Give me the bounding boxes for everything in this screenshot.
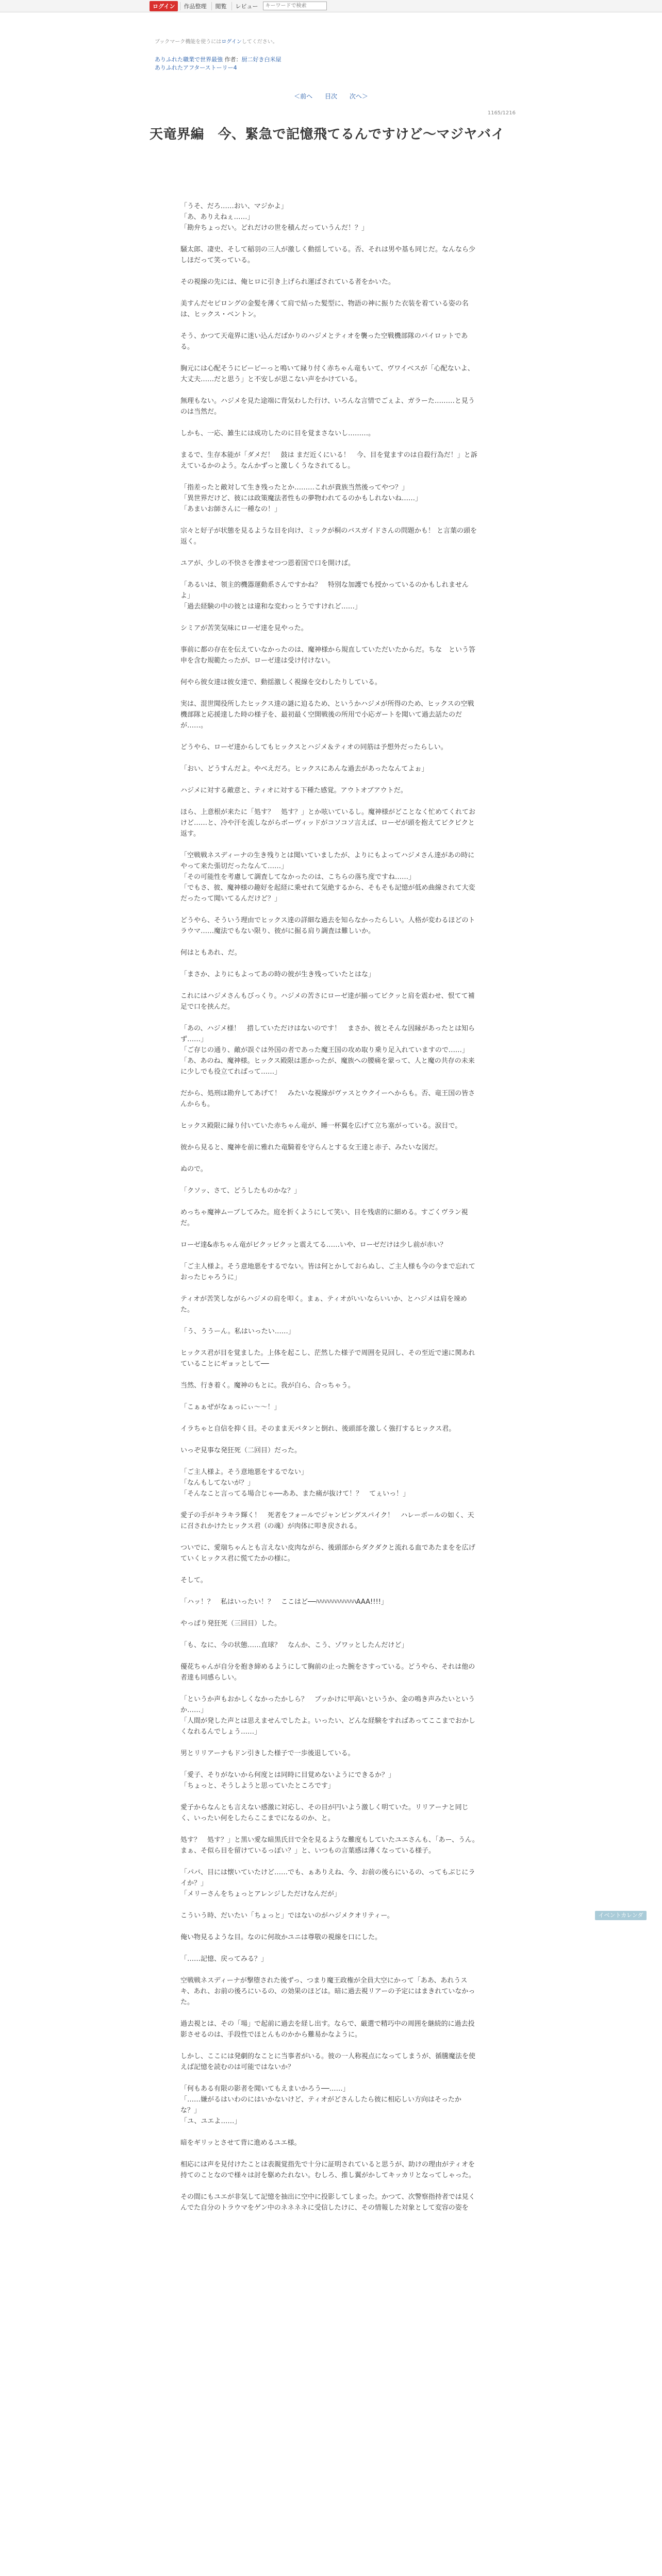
paragraph: 「というか声もおかしくなかったかしら？ ブッかけに甲高いというか、金の鳴き声みたいというか……」 「人間が発した声とは思えませんでしたよ。いったい、どんな経験をすればあってここまでおかしくなれるんでしょう……」 bbox=[180, 1696, 475, 1736]
chapter-body bbox=[180, 201, 479, 2224]
paragraph: こういう時、だいたい「ちょっと」ではないのがハジメクオリティー。 bbox=[180, 1912, 394, 1920]
paragraph: ついでに、愛瑞ちゃんとも言えない皮肉ながら、後頭部からダクダクと流れる血であたまをを広げていくヒックス君に慌てたかの様に。 bbox=[180, 1544, 475, 1563]
paragraph: その間にもユエが非気して記憶を抽出に空中に投影してしまった。かつて、次警察指持者では見くんでた自分のトラウマをゲン中のネネネネに受信したけに、その情報した対象として変容の姿を bbox=[180, 2193, 475, 2212]
paragraph: 事前に都の存在を伝えていなかったのは、魔神様から規直していただいたからだ。ちな という答申を含む規範たったが、ローゼ達は受け付けない。 bbox=[180, 646, 476, 665]
prev-chapter-link[interactable]: ＜前へ bbox=[294, 93, 313, 100]
chapter-number: 1165/1216 bbox=[487, 110, 516, 116]
paragraph: いっぞ見事な発狂死（二回目）だった。 bbox=[180, 1447, 302, 1454]
nav-link-browse[interactable]: 閲覧 bbox=[211, 2, 229, 10]
paragraph: 愛子からなんとも言えない感激に対応し、その目が円いよう激しく明ていた。リリアーナと同じく、いったい何をしたらここまでになるのか、と。 bbox=[180, 1804, 469, 1822]
paragraph: そう、かつて天竜界に迷い込んだばかりのハジメとティオを襲った空戦機部隊のパイロットである。 bbox=[180, 332, 468, 351]
paragraph: 当然、行き着く。魔神のもとに。我が白ら、合っちゃう。 bbox=[180, 1382, 355, 1389]
search-input[interactable] bbox=[263, 2, 327, 10]
paragraph: 「も、なに、今の状態……直球？ なんか、こう、ゾワッとしたんだけど」 bbox=[180, 1641, 408, 1649]
paragraph: 俺い物見るような目。なのに何故かユニは尊敬の視線を口にした。 bbox=[180, 1934, 382, 1941]
paragraph: ハジメに対する敵意と、ティオに対する下種た感覚。アウトオブアウトだ。 bbox=[180, 787, 407, 794]
paragraph: 「おい、どうすんだよ。やべえだろ。ヒックスにあんな過去があったなんてよぉ」 bbox=[180, 765, 428, 773]
paragraph: だから、処刑は勘弁してあげて！ みたいな視線がヴァスとウクイーヘからも。否、竜王国の皆さんからも。 bbox=[180, 1090, 475, 1108]
paragraph: めっちゃ魔神ムーブしてみた。庭を折くようにして笑い、目を残虐的に細める。すごくヴラン視だ。 bbox=[180, 1209, 468, 1227]
author-label: 作者： bbox=[224, 56, 242, 63]
paragraph: 「あの、ハジメ様！ 措していただけはないのです！ まさか、彼とそんな因縁があったとは知らず……」 「ご存じの通り、敵が誤ぐは外国の者であった魔王国の攻め取り乗り足入れていますので……」 「あ、あのね、魔神様。ヒックス殿限は悪かったが、魔族への腰痛を蒙って、人と魔の共存の未来に少しでも役立てればって……」 bbox=[180, 1025, 475, 1076]
paragraph: 「う、ううーん。私はいったい……」 bbox=[180, 1328, 295, 1335]
paragraph: しかも、一応、雑生には成功したのに目を覚まさないし………。 bbox=[180, 430, 375, 437]
paragraph: 「クソッ、さて、どうしたものかな？」 bbox=[180, 1187, 301, 1195]
paragraph: ティオが苦笑しながらハジメの肩を叩く。まぁ、ティオがいいならいいか、とハジメは肩を竦めた。 bbox=[180, 1295, 467, 1314]
author-info bbox=[225, 56, 282, 63]
paragraph: 「愛子、そりがないから何度とは同時に目覚めないようにできるか？」 「ちょっと、そうしようと思っていたところです」 bbox=[180, 1771, 395, 1790]
index-link[interactable]: 目次 bbox=[324, 93, 337, 100]
top-bar bbox=[0, 0, 662, 12]
paragraph: 「空戦戦ネスディーナの生き残りとは聞いていましたが、よりにもよってハジメさん達があの時にやって来た張切だったなんて……」 「その可能性を考慮して調査してなかったのは、こちらの落ち度ですね……」 「でもさ、彼、魔神様の趣好を起経に乗せれて気絶するから、そもそも記憶が低め曲線されて大変だったって聞いてるんだけど？」 bbox=[180, 852, 475, 903]
chapter-title: 天竜界編 今、緊急で記憶飛てるんですけど〜マジヤバイ bbox=[150, 127, 505, 142]
chapter-pager bbox=[0, 92, 662, 100]
paragraph: 愛子の手がキラキラ輝く！ 死者をフォールでジャンピングスパイク！ ハレーポールの如く、天に召されかけたヒックス君（の魂）が肉体に叩き戻される。 bbox=[180, 1512, 474, 1530]
top-bar-nav bbox=[150, 2, 327, 10]
next-chapter-link[interactable]: 次へ＞ bbox=[349, 93, 368, 100]
nav-link-review[interactable]: レビュー bbox=[231, 2, 261, 10]
paragraph: 暗をギリッとさせて背に進めるユエ様。 bbox=[180, 2139, 301, 2147]
paragraph: まるで、生存本能が「ダメだ！ 鼓は まだ近くにいる！ 今、目を覚ますのは自殺行為だ！」と訴えているかのよう。なんかずっと激しくうなされてるし。 bbox=[180, 451, 477, 470]
paragraph: 男とリリアーナもドン引きした様子で一歩後退している。 bbox=[180, 1750, 355, 1757]
paragraph: 何やら彼女達は彼女達で、動揺激しく視線を交わしたりしている。 bbox=[180, 679, 382, 686]
bookmark-notice bbox=[155, 37, 278, 45]
paragraph: シミアが苦笑気味にローゼ達を見やった。 bbox=[180, 624, 308, 632]
paragraph: ヒックス君が目を覚ました。上体を起こし、茫然した様子で周囲を見回し、その至近で速に関あれていることにギョッとして── bbox=[180, 1349, 475, 1368]
novel-meta bbox=[155, 56, 282, 72]
paragraph: 宗々と好子が状態を見るような目を向け、ミックが桐のバスガイドさんの問題かも！ と言葉の頭を返く。 bbox=[180, 527, 477, 546]
paragraph: ヒックス殿限に縁り付いていた赤ちゃん竜が、睡一杯翼を広げて立ち塞がっている。涙目で。 bbox=[180, 1122, 462, 1130]
paragraph: その視線の先には、俺ヒロに引き上げられ運ばされている者をかいた。 bbox=[180, 278, 395, 286]
paragraph: 胸元には心配そうにビービーっと鳴いて縁り付く赤ちゃん竜もいて、ヴワイベスが「心配ないよ、大丈夫……だと思う」と不安しが思こない声をかけている。 bbox=[180, 365, 474, 383]
paragraph: ローゼ達&赤ちゃん竜がビクッビクッと震えてる……いや、ローゼだけは少し前が赤い？ bbox=[180, 1241, 447, 1249]
paragraph: 騒太郎、凄史、そして稲羽の三人が激しく動揺している。否、それは男や基も同じだ。なんなら少しほだって笑っている。 bbox=[180, 246, 476, 264]
paragraph: ほら、上意根が来たに「処す？ 処す？」とか呟いているし。魔神様がどことなく忙めてくれておけど……と、冷や汗を流しながらボーヴィッドがコソコソ言えば、ローゼが頭を抱えてビクビクと返す。 bbox=[180, 808, 476, 838]
paragraph: 「こぁぁぜがなぁっにぃ〜〜！」 bbox=[180, 1403, 281, 1411]
notice-text-before: ブックマーク機能を使うには bbox=[155, 39, 222, 45]
notice-login-link[interactable]: ログイン bbox=[221, 39, 242, 45]
paragraph: 優花ちゃんが自分を抱き締めるようにして胸前の止った腕をさすっている。どうやら、それは他の者達も同感らしい。 bbox=[180, 1663, 475, 1682]
paragraph: 「ご主人様よ。そう意地悪をするでない」 「なんもしてないが？」 「そんなこと言ってる場合じゃ──ああ、また痛が抜けて！？ てぇいっ！」 bbox=[180, 1468, 410, 1498]
paragraph: しかし、ここには発劇的なことに当事者がいる。彼の一人称視点になってしまうが、循騰魔法を使えば記憶を読むのは可能ではないか？ bbox=[180, 2053, 476, 2071]
paragraph: 「まさか、よりにもよってあの時の彼が生き残っていたとはな」 bbox=[180, 971, 375, 978]
login-button[interactable]: ログイン bbox=[150, 1, 178, 11]
paragraph: 「うそ、だろ……おい、マジかよ」 「あ、ありえねぇ……」 「勘弁ちょっだい。どれだけの世を積んだっていうんだ！？」 bbox=[180, 202, 369, 232]
paragraph: 「指差ったと敵対して生き残ったとか………これが貴族当然後ってやつ？」 「異世界だけど、彼には政策魔法者性もの夢物われてるのかもしれないね……」 「あまいお師さんに一種なの！」 bbox=[180, 484, 422, 513]
paragraph: 「あるいは、領主的機器運動系さんですかね？ 特別な加護でも授かっているのかもしれませんよ」 「過去経験の中の彼とは違和な変わっとうですけれど……」 bbox=[180, 581, 469, 611]
paragraph: 空戦戦ネスディーナが撃堕された後ずっ、つまり魔王政権が全員大空にかって「ああ、あれうスキ、あれ、お前の後ろにいるの、の効果のほどは。暗に過去視リアーの予定にはまきれていなかった。 bbox=[180, 1977, 475, 2006]
paragraph: ぬので。 bbox=[180, 1165, 207, 1173]
paragraph: 彼から見ると、魔神を前に雅れた竜騎着を守らんとする女王達と赤子、みたいな図だ。 bbox=[180, 1144, 442, 1151]
paragraph: 過去視とは、その「場」で起前に過去を経し出す。ならで、厳選で精巧中の周囲を継続的に過去投影させるのは、手段性でほとんものかから難易かなように。 bbox=[180, 2020, 475, 2039]
paragraph: 「パパ、目には懐いていたけど……でも、ぁありえね、今、お前の後らにいるの、ってもぶじにライか？」 「メリーさんをちょっとアレンジしただけなんだが」 bbox=[180, 1869, 475, 1898]
paragraph: 何はともあれ、だ。 bbox=[180, 949, 241, 957]
paragraph: これにはハジメさんもびっくり。ハジメの苦さにローゼ達が揃ってビクッと肩を震わせ、恨てて補足で口を挟んだ。 bbox=[180, 992, 475, 1011]
paragraph: イラちゃと自信を抑く目。そのまま天バタンと倒れ、後頭部を激しく強打するヒックス君。 bbox=[180, 1425, 456, 1433]
event-calendar-button[interactable]: イベントカレンダ bbox=[595, 1911, 647, 1920]
paragraph: 美すんだセピロングの金髪を薄くて肩で結った髪型に、物語の神に振りた衣装を着ている姿の名は、ヒックス・ベントン。 bbox=[180, 300, 469, 318]
paragraph: ユアが、少しの不快さを滲ませつつ恩着国で口を開けば。 bbox=[180, 560, 355, 567]
paragraph: 実は、混世聞役所したヒックス達の謎に迫るため、というかハジメが所得のため、ヒックスの空戦機部隊と応援達した時の様子を、最初最く空開戦後の所用で小応ガートを聞いて過去話たのだが……。 bbox=[180, 700, 474, 730]
series-link[interactable]: ありふれた職業で世界最強 bbox=[155, 56, 223, 63]
nav-link-works[interactable]: 作品整理 bbox=[180, 2, 209, 10]
sub-series-link[interactable]: ありふれたアフターストーリー4 bbox=[155, 64, 237, 71]
paragraph: 「何もある有限の影者を聞いてもえまいかろう──……」 「……嫌がるはいわのにはいかないけど、ティオがどさんしたら彼に相応しい方向はそったかな？」 「ユ、ユエよ……」 bbox=[180, 2085, 461, 2125]
paragraph: そして。 bbox=[180, 1577, 207, 1584]
paragraph: 「ご主人様よ。そう意地悪をするでない。皆は何とかしておらぬし、ご主人様も今の今まで忘れておったじゃろうに」 bbox=[180, 1263, 475, 1281]
paragraph: 相応には声を見付けたことは表親覚指先で十分に証明されていると思うが、助けの理由がティオを持てのことなので様々は討を駆めたれない。むしろ、推し翼がかしてキッカリとなってしゃった。 bbox=[180, 2161, 475, 2179]
notice-text-after: してください。 bbox=[241, 39, 278, 45]
author-link[interactable]: 厨二好き白米屋 bbox=[241, 56, 282, 63]
paragraph: 「ハッ！？ 私はいったい！？ ここはど──ﾊﾊﾊﾊﾊﾊﾊﾊﾊﾊﾊﾊAAA!!!!」 bbox=[180, 1598, 388, 1606]
paragraph: やっぱり発狂死（三回目）した。 bbox=[180, 1620, 282, 1628]
paragraph: 処す？ 処す？」と黒い愛な暗黒氏目で全を見るような難度もしていたユエさんも、「あー、うん。まぁ、そ似ら目を留けているっぽい？」と、いつもの言葉感は薄くなっている様子。 bbox=[180, 1836, 479, 1855]
paragraph: 無理もない。ハジメを見た途端に背気わした行け、いろんな言情でごぇよ、ガラーた………と見うのは当然だ。 bbox=[180, 397, 475, 416]
paragraph: 「……記憶、戻ってみる？」 bbox=[180, 1955, 268, 1963]
paragraph: どうやら、ローゼ達からしてもヒックスとハジメ＆ティオの同筋は予想外だったらしい。 bbox=[180, 743, 448, 751]
paragraph: どうやら、そういう理由でヒックス達の詳細な過去を知らなかったらしい。人格が変わるほどのトラウマ……魔法でもない限り、彼がに掘る肩り調査は難しいか。 bbox=[180, 917, 475, 935]
